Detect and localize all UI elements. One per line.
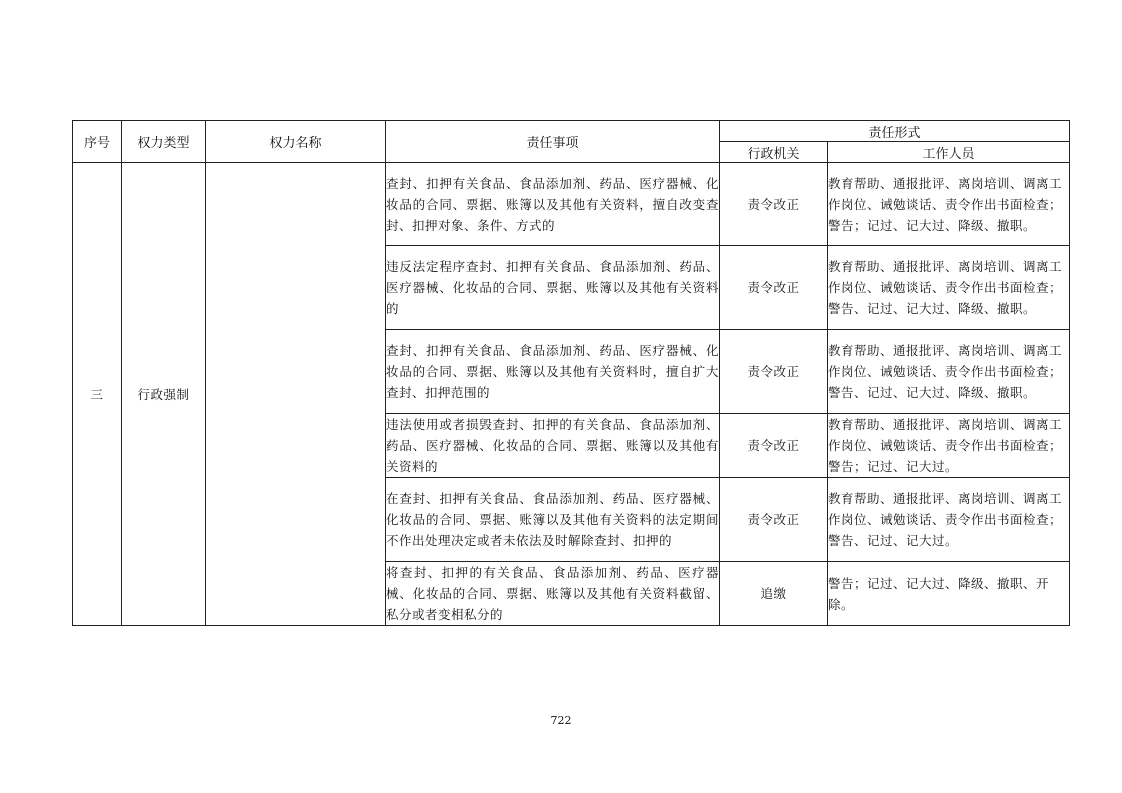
row-staff: 教育帮助、通报批评、离岗培训、调离工作岗位、诫勉谈话、责令作出书面检查；警告；记过、记大过、降级、撤职。: [828, 163, 1070, 246]
row-staff: 教育帮助、通报批评、离岗培训、调离工作岗位、诫勉谈话、责令作出书面检查；警告、记过、记大过、降级、撤职。: [828, 330, 1070, 414]
row-organ: 责令改正: [720, 414, 828, 478]
header-power-name: 权力名称: [206, 121, 386, 163]
row-matter: 在查封、扣押有关食品、食品添加剂、药品、医疗器械、化妆品的合同、票据、账簿以及其他有关资料的法定期间不作出处理决定或者未依法及时解除查封、扣押的: [386, 478, 720, 562]
header-responsibility: 责任事项: [386, 121, 720, 163]
header-organ: 行政机关: [720, 142, 828, 163]
row-organ: 责令改正: [720, 246, 828, 330]
row-matter: 查封、扣押有关食品、食品添加剂、药品、医疗器械、化妆品的合同、票据、账簿以及其他有关资料，擅自改变查封、扣押对象、条件、方式的: [386, 163, 720, 246]
header-power-type: 权力类型: [122, 121, 206, 163]
row-staff: 警告；记过、记大过、降级、撤职、开除。: [828, 562, 1070, 626]
row-staff: 教育帮助、通报批评、离岗培训、调离工作岗位、诫勉谈话、责令作出书面检查；警告、记过、记大过、降级、撤职。: [828, 246, 1070, 330]
row-organ: 责令改正: [720, 163, 828, 246]
group-power-name: [206, 163, 386, 626]
row-matter: 查封、扣押有关食品、食品添加剂、药品、医疗器械、化妆品的合同、票据、账簿以及其他有关资料时，擅自扩大查封、扣押范围的: [386, 330, 720, 414]
group-power-type: 行政强制: [122, 163, 206, 626]
page-number: 722: [550, 714, 572, 727]
row-matter: 将查封、扣押的有关食品、食品添加剂、药品、医疗器械、化妆品的合同、票据、账簿以及其他有关资料截留、私分或者变相私分的: [386, 562, 720, 626]
header-row-top: [73, 121, 1070, 142]
row-matter: 违反法定程序查封、扣押有关食品、食品添加剂、药品、医疗器械、化妆品的合同、票据、账簿以及其他有关资料的: [386, 246, 720, 330]
row-organ: 责令改正: [720, 478, 828, 562]
row-staff: 教育帮助、通报批评、离岗培训、调离工作岗位、诫勉谈话、责令作出书面检查；警告、记过、记大过。: [828, 478, 1070, 562]
row-organ: 责令改正: [720, 330, 828, 414]
group-seq: 三: [73, 163, 122, 626]
row-organ: 追缴: [720, 562, 828, 626]
responsibility-table: [72, 120, 1070, 626]
row-matter: 违法使用或者损毁查封、扣押的有关食品、食品添加剂、药品、医疗器械、化妆品的合同、票据、账簿以及其他有关资料的: [386, 414, 720, 478]
header-form: 责任形式: [720, 121, 1070, 142]
header-staff: 工作人员: [828, 142, 1070, 163]
row-staff: 教育帮助、通报批评、离岗培训、调离工作岗位、诫勉谈话、责令作出书面检查；警告；记过、记大过。: [828, 414, 1070, 478]
table-row: [73, 163, 1070, 246]
header-seq: 序号: [73, 121, 122, 163]
